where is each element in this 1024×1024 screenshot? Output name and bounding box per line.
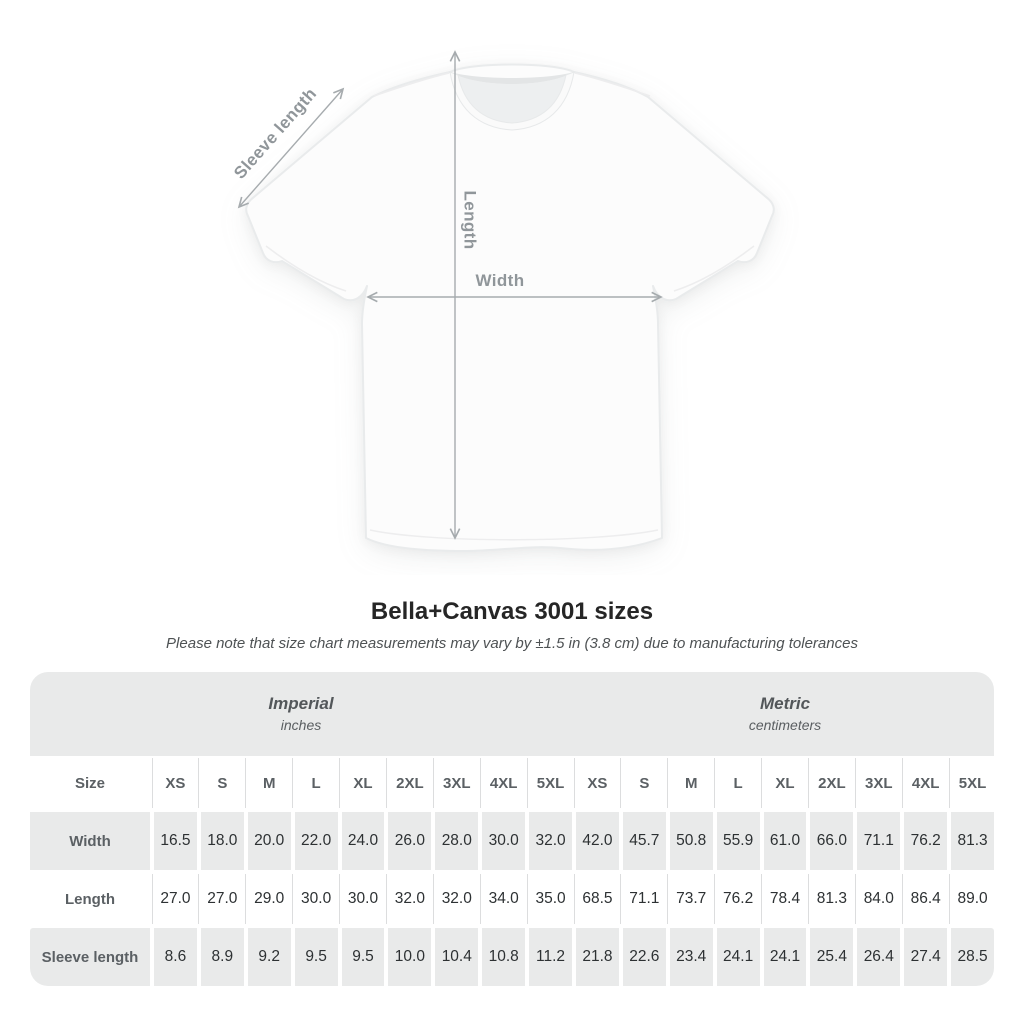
metric-label: Metric xyxy=(759,694,811,714)
unit-header-band xyxy=(30,672,994,756)
column-header-cell: S xyxy=(623,756,666,810)
sleeve-length-label: Sleeve length xyxy=(230,84,321,183)
value-cell: 32.0 xyxy=(388,872,431,926)
value-cell: 27.0 xyxy=(201,872,244,926)
value-cell: 81.3 xyxy=(951,812,994,870)
value-cell: 50.8 xyxy=(670,812,713,870)
size-header-row xyxy=(30,756,994,810)
length-label: Length xyxy=(460,190,480,250)
value-cell: 8.9 xyxy=(201,928,244,986)
column-header-cell: XL xyxy=(342,756,385,810)
column-header-cell: S xyxy=(201,756,244,810)
value-cell: 9.5 xyxy=(342,928,385,986)
row-label-cell: Width xyxy=(30,812,150,870)
value-cell: 18.0 xyxy=(201,812,244,870)
width-row xyxy=(30,812,994,870)
page-title: Bella+Canvas 3001 sizes xyxy=(370,598,654,625)
value-cell: 24.1 xyxy=(764,928,807,986)
width-label: Width xyxy=(475,271,525,290)
value-cell: 84.0 xyxy=(857,872,900,926)
value-cell: 66.0 xyxy=(810,812,853,870)
column-header-cell: 2XL xyxy=(388,756,431,810)
value-cell: 61.0 xyxy=(764,812,807,870)
size-chart-table xyxy=(30,672,994,988)
column-header-cell: XL xyxy=(764,756,807,810)
value-cell: 32.0 xyxy=(529,812,572,870)
value-cell: 24.1 xyxy=(717,928,760,986)
value-cell: 27.4 xyxy=(904,928,947,986)
value-cell: 25.4 xyxy=(810,928,853,986)
sleeve-length-row xyxy=(30,928,994,986)
value-cell: 10.0 xyxy=(388,928,431,986)
size-header-cell: Size xyxy=(30,756,150,810)
value-cell: 23.4 xyxy=(670,928,713,986)
imperial-label: Imperial xyxy=(268,694,334,714)
value-cell: 28.5 xyxy=(951,928,994,986)
column-header-cell: 3XL xyxy=(435,756,478,810)
value-cell: 42.0 xyxy=(576,812,619,870)
column-header-cell: L xyxy=(295,756,338,810)
column-header-cell: 3XL xyxy=(857,756,900,810)
row-label-cell: Length xyxy=(30,872,150,926)
value-cell: 20.0 xyxy=(248,812,291,870)
column-header-cell: XS xyxy=(576,756,619,810)
value-cell: 76.2 xyxy=(717,872,760,926)
value-cell: 16.5 xyxy=(154,812,197,870)
value-cell: 26.0 xyxy=(388,812,431,870)
value-cell: 34.0 xyxy=(482,872,525,926)
value-cell: 86.4 xyxy=(904,872,947,926)
value-cell: 10.8 xyxy=(482,928,525,986)
column-header-cell: 2XL xyxy=(810,756,853,810)
column-header-cell: 5XL xyxy=(529,756,572,810)
value-cell: 28.0 xyxy=(435,812,478,870)
value-cell: 30.0 xyxy=(482,812,525,870)
value-cell: 21.8 xyxy=(576,928,619,986)
value-cell: 24.0 xyxy=(342,812,385,870)
value-cell: 26.4 xyxy=(857,928,900,986)
metric-unit-group xyxy=(576,693,994,735)
value-cell: 73.7 xyxy=(670,872,713,926)
value-cell: 71.1 xyxy=(857,812,900,870)
length-row xyxy=(30,872,994,926)
value-cell: 29.0 xyxy=(248,872,291,926)
metric-sublabel: centimeters xyxy=(748,717,822,734)
value-cell: 27.0 xyxy=(154,872,197,926)
column-header-cell: M xyxy=(670,756,713,810)
value-cell: 35.0 xyxy=(529,872,572,926)
value-cell: 89.0 xyxy=(957,890,988,907)
imperial-sublabel: inches xyxy=(280,717,322,734)
value-cell: 22.6 xyxy=(623,928,666,986)
column-header-cell: L xyxy=(717,756,760,810)
value-cell: 78.4 xyxy=(764,872,807,926)
value-cell: 10.4 xyxy=(435,928,478,986)
value-cell: 8.6 xyxy=(154,928,197,986)
value-cell: 22.0 xyxy=(295,812,338,870)
value-cell: 9.5 xyxy=(295,928,338,986)
tolerance-note: Please note that size chart measurements may vary by ±1.5 in (3.8 cm) due to manufacturing tolerances xyxy=(166,635,858,652)
value-cell: 30.0 xyxy=(295,872,338,926)
row-label-cell: Sleeve length xyxy=(30,928,150,986)
column-header-cell: XS xyxy=(154,756,197,810)
value-cell: 9.2 xyxy=(248,928,291,986)
imperial-unit-group xyxy=(30,693,572,735)
value-cell: 45.7 xyxy=(623,812,666,870)
value-cell: 68.5 xyxy=(576,872,619,926)
value-cell: 32.0 xyxy=(435,872,478,926)
column-header-cell: 5XL xyxy=(958,774,987,792)
column-header-cell: 4XL xyxy=(904,756,947,810)
value-cell: 71.1 xyxy=(623,872,666,926)
column-header-cell: 4XL xyxy=(482,756,525,810)
value-cell: 55.9 xyxy=(717,812,760,870)
value-cell: 11.2 xyxy=(529,928,572,986)
tshirt-illustration xyxy=(246,65,774,552)
value-cell: 81.3 xyxy=(810,872,853,926)
value-cell: 30.0 xyxy=(342,872,385,926)
column-header-cell: M xyxy=(248,756,291,810)
value-cell: 76.2 xyxy=(904,812,947,870)
